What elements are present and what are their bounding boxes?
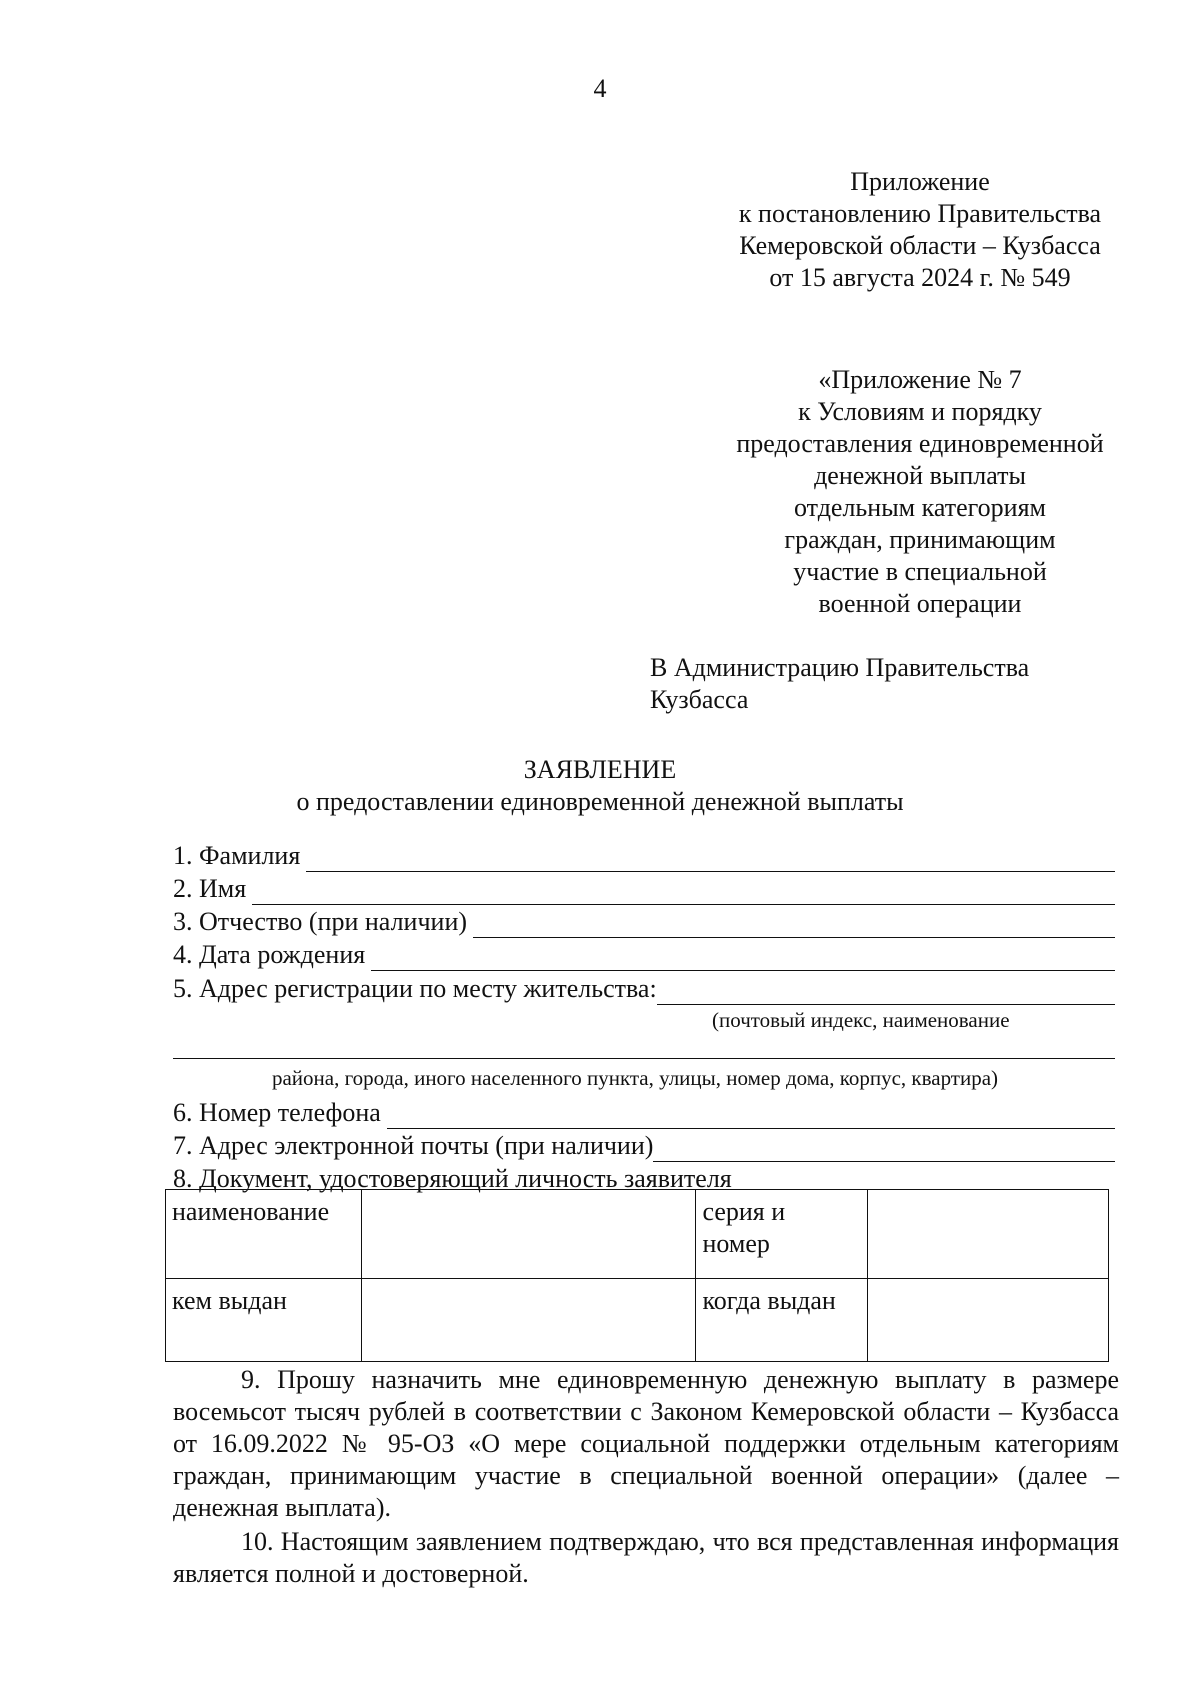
name-blank-line[interactable] — [252, 880, 1115, 905]
document-title: ЗАЯВЛЕНИЕ — [523, 755, 677, 784]
appendix-header-line: Кемеровской области – Кузбасса — [739, 231, 1101, 260]
doc-name-label-cell — [166, 1190, 362, 1279]
doc-series-label: номер — [702, 1229, 770, 1258]
doc-issued-by-label: кем выдан — [172, 1286, 287, 1315]
doc-issued-by-label-cell — [166, 1279, 362, 1362]
appendix-7-line: к Условиям и порядку — [798, 397, 1042, 426]
appendix-header — [700, 166, 1140, 294]
address-continuation-line[interactable] — [173, 1058, 1115, 1059]
paragraph-9-text: 9. Прошу назначить мне единовременную денежную выплату в размере восемьсот тысяч рублей в соответствии с Законом Кемеровской области – Кузбасса от 16.09.2022 № 95-ОЗ «О мере социальной поддержки отдельным категориям граждан, принимающим участие в специальной военной операции» (далее – денежная выплата). — [173, 1365, 1119, 1522]
email-label: 7. Адрес электронной почты (при наличии) — [173, 1131, 654, 1160]
appendix-7-line: участие в специальной — [793, 557, 1047, 586]
doc-issued-date-label: когда выдан — [702, 1286, 836, 1315]
appendix-header-line: Приложение — [850, 167, 990, 196]
addressee — [650, 652, 1150, 716]
addressee-line: В Администрацию Правительства — [650, 653, 1030, 682]
appendix-7-line: военной операции — [818, 589, 1022, 618]
addressee-line: Кузбасса — [650, 685, 749, 714]
doc-issued-by-value-cell[interactable] — [361, 1279, 696, 1362]
appendix-header-line: к постановлению Правительства — [738, 199, 1102, 228]
table-row — [166, 1279, 1109, 1362]
surname-blank-line[interactable] — [306, 847, 1115, 872]
doc-series-label-cell — [696, 1190, 868, 1279]
document-subtitle: о предоставлении единовременной денежной выплаты — [296, 787, 904, 816]
address-label: 5. Адрес регистрации по месту жительства: — [173, 974, 657, 1003]
address-hint-postal: (почтовый индекс, наименование — [712, 1008, 1010, 1032]
phone-blank-line[interactable] — [387, 1104, 1115, 1129]
name-label: 2. Имя — [173, 874, 247, 903]
doc-series-value-cell[interactable] — [868, 1190, 1109, 1279]
identity-doc-label: 8. Документ, удостоверяющий личность заявителя — [173, 1164, 732, 1193]
appendix-7-line: предоставления единовременной — [736, 429, 1104, 458]
surname-label: 1. Фамилия — [173, 841, 301, 870]
email-blank-line[interactable] — [653, 1137, 1115, 1162]
address-blank-line[interactable] — [657, 980, 1115, 1005]
phone-label: 6. Номер телефона — [173, 1098, 381, 1127]
paragraph-10-text: 10. Настоящим заявлением подтверждаю, что вся представленная информация является полной и достоверной. — [173, 1527, 1119, 1588]
table-row — [166, 1190, 1109, 1279]
patronymic-blank-line[interactable] — [473, 913, 1115, 938]
doc-issued-date-value-cell[interactable] — [868, 1279, 1109, 1362]
surname-field[interactable] — [173, 840, 1115, 872]
phone-field[interactable] — [173, 1097, 1115, 1129]
paragraph-9 — [173, 1364, 1119, 1524]
patronymic-field[interactable] — [173, 906, 1115, 938]
appendix-header-line: от 15 августа 2024 г. № 549 — [769, 263, 1071, 292]
doc-name-value-cell[interactable] — [361, 1190, 696, 1279]
appendix-7-line: денежной выплаты — [814, 461, 1026, 490]
doc-issued-date-label-cell — [696, 1279, 868, 1362]
birth-date-blank-line[interactable] — [371, 946, 1115, 971]
identity-document-table — [165, 1189, 1109, 1362]
address-field[interactable] — [173, 973, 1115, 1005]
paragraph-10 — [173, 1526, 1119, 1590]
birth-date-field[interactable] — [173, 939, 1115, 971]
address-hint-details: района, города, иного населенного пункта, улицы, номер дома, корпус, квартира) — [271, 1066, 999, 1090]
doc-series-label: серия и — [702, 1197, 786, 1226]
email-field[interactable] — [173, 1130, 1115, 1162]
appendix-7-line: граждан, принимающим — [784, 525, 1056, 554]
appendix-7-line: «Приложение № 7 — [818, 365, 1022, 394]
appendix-7-header — [700, 364, 1140, 620]
birth-date-label: 4. Дата рождения — [173, 940, 366, 969]
page-number: 4 — [593, 74, 607, 103]
patronymic-label: 3. Отчество (при наличии) — [173, 907, 468, 936]
appendix-7-line: отдельным категориям — [794, 493, 1046, 522]
name-field[interactable] — [173, 873, 1115, 905]
doc-name-label: наименование — [172, 1197, 330, 1226]
